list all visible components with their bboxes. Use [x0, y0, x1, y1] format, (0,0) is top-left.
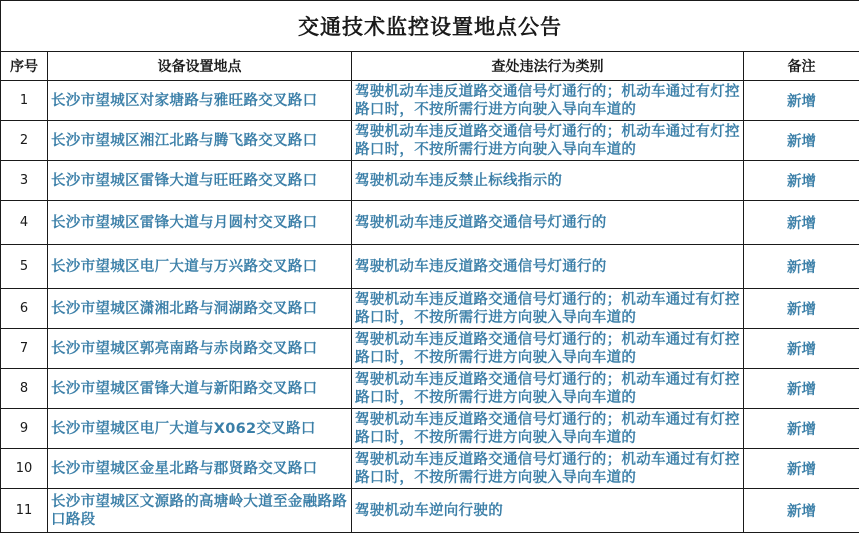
row-remark[interactable]: 新增: [744, 245, 859, 289]
row-remark[interactable]: 新增: [744, 161, 859, 201]
row-location[interactable]: 长沙市望城区雷锋大道与月圆村交叉路口: [48, 201, 352, 245]
row-violation[interactable]: 驾驶机动车违反道路交通信号灯通行的；机动车通过有灯控路口时，不按所需行进方向驶入导向车道的: [352, 121, 744, 161]
table-row: [1, 201, 859, 245]
row-location[interactable]: 长沙市望城区对家塘路与雅旺路交叉路口: [48, 81, 352, 121]
header-remarks[interactable]: 备注: [744, 52, 859, 81]
table-header-row: [1, 52, 859, 81]
row-serial-number[interactable]: 9: [1, 409, 48, 449]
row-remark[interactable]: 新增: [744, 201, 859, 245]
row-serial-number[interactable]: 10: [1, 449, 48, 489]
table-row: [1, 369, 859, 409]
row-serial-number[interactable]: 3: [1, 161, 48, 201]
row-serial-number[interactable]: 6: [1, 289, 48, 329]
row-serial-number[interactable]: 8: [1, 369, 48, 409]
row-violation[interactable]: 驾驶机动车违反道路交通信号灯通行的；机动车通过有灯控路口时，不按所需行进方向驶入导向车道的: [352, 449, 744, 489]
row-violation[interactable]: 驾驶机动车违反道路交通信号灯通行的: [352, 245, 744, 289]
row-violation[interactable]: 驾驶机动车违反禁止标线指示的: [352, 161, 744, 201]
page-title: 交通技术监控设置地点公告: [1, 1, 859, 52]
row-location[interactable]: 长沙市望城区文源路的高塘岭大道至金融路路口路段: [48, 489, 352, 533]
row-remark[interactable]: 新增: [744, 449, 859, 489]
row-location[interactable]: 长沙市望城区郭亮南路与赤岗路交叉路口: [48, 329, 352, 369]
row-location[interactable]: 长沙市望城区潇湘北路与洞湖路交叉路口: [48, 289, 352, 329]
row-remark[interactable]: 新增: [744, 489, 859, 533]
table-row: [1, 489, 859, 533]
row-violation[interactable]: 驾驶机动车违反道路交通信号灯通行的；机动车通过有灯控路口时，不按所需行进方向驶入导向车道的: [352, 409, 744, 449]
row-serial-number[interactable]: 11: [1, 489, 48, 533]
row-location[interactable]: 长沙市望城区电厂大道与万兴路交叉路口: [48, 245, 352, 289]
row-location[interactable]: 长沙市望城区电厂大道与X062交叉路口: [48, 409, 352, 449]
row-remark[interactable]: 新增: [744, 369, 859, 409]
table-row: [1, 81, 859, 121]
row-violation[interactable]: 驾驶机动车违反道路交通信号灯通行的；机动车通过有灯控路口时，不按所需行进方向驶入导向车道的: [352, 81, 744, 121]
row-remark[interactable]: 新增: [744, 121, 859, 161]
row-violation[interactable]: 驾驶机动车违反道路交通信号灯通行的；机动车通过有灯控路口时，不按所需行进方向驶入导向车道的: [352, 369, 744, 409]
row-location[interactable]: 长沙市望城区雷锋大道与新阳路交叉路口: [48, 369, 352, 409]
table-row: [1, 449, 859, 489]
row-serial-number[interactable]: 5: [1, 245, 48, 289]
table-row: [1, 245, 859, 289]
header-violation-type[interactable]: 查处违法行为类别: [352, 52, 744, 81]
row-remark[interactable]: 新增: [744, 329, 859, 369]
row-remark[interactable]: 新增: [744, 409, 859, 449]
row-location[interactable]: 长沙市望城区金星北路与郡贤路交叉路口: [48, 449, 352, 489]
table-row: [1, 121, 859, 161]
row-location[interactable]: 长沙市望城区湘江北路与腾飞路交叉路口: [48, 121, 352, 161]
row-serial-number[interactable]: 7: [1, 329, 48, 369]
row-violation[interactable]: 驾驶机动车违反道路交通信号灯通行的；机动车通过有灯控路口时，不按所需行进方向驶入导向车道的: [352, 289, 744, 329]
table-row: [1, 289, 859, 329]
row-remark[interactable]: 新增: [744, 289, 859, 329]
header-serial-number[interactable]: 序号: [1, 52, 48, 81]
row-violation[interactable]: 驾驶机动车违反道路交通信号灯通行的: [352, 201, 744, 245]
row-serial-number[interactable]: 2: [1, 121, 48, 161]
row-remark[interactable]: 新增: [744, 81, 859, 121]
table-row: [1, 329, 859, 369]
table-row: [1, 161, 859, 201]
row-violation[interactable]: 驾驶机动车逆向行驶的: [352, 489, 744, 533]
row-violation[interactable]: 驾驶机动车违反道路交通信号灯通行的；机动车通过有灯控路口时，不按所需行进方向驶入导向车道的: [352, 329, 744, 369]
header-device-location[interactable]: 设备设置地点: [48, 52, 352, 81]
row-location[interactable]: 长沙市望城区雷锋大道与旺旺路交叉路口: [48, 161, 352, 201]
table-row: [1, 409, 859, 449]
row-serial-number[interactable]: 4: [1, 201, 48, 245]
row-serial-number[interactable]: 1: [1, 81, 48, 121]
